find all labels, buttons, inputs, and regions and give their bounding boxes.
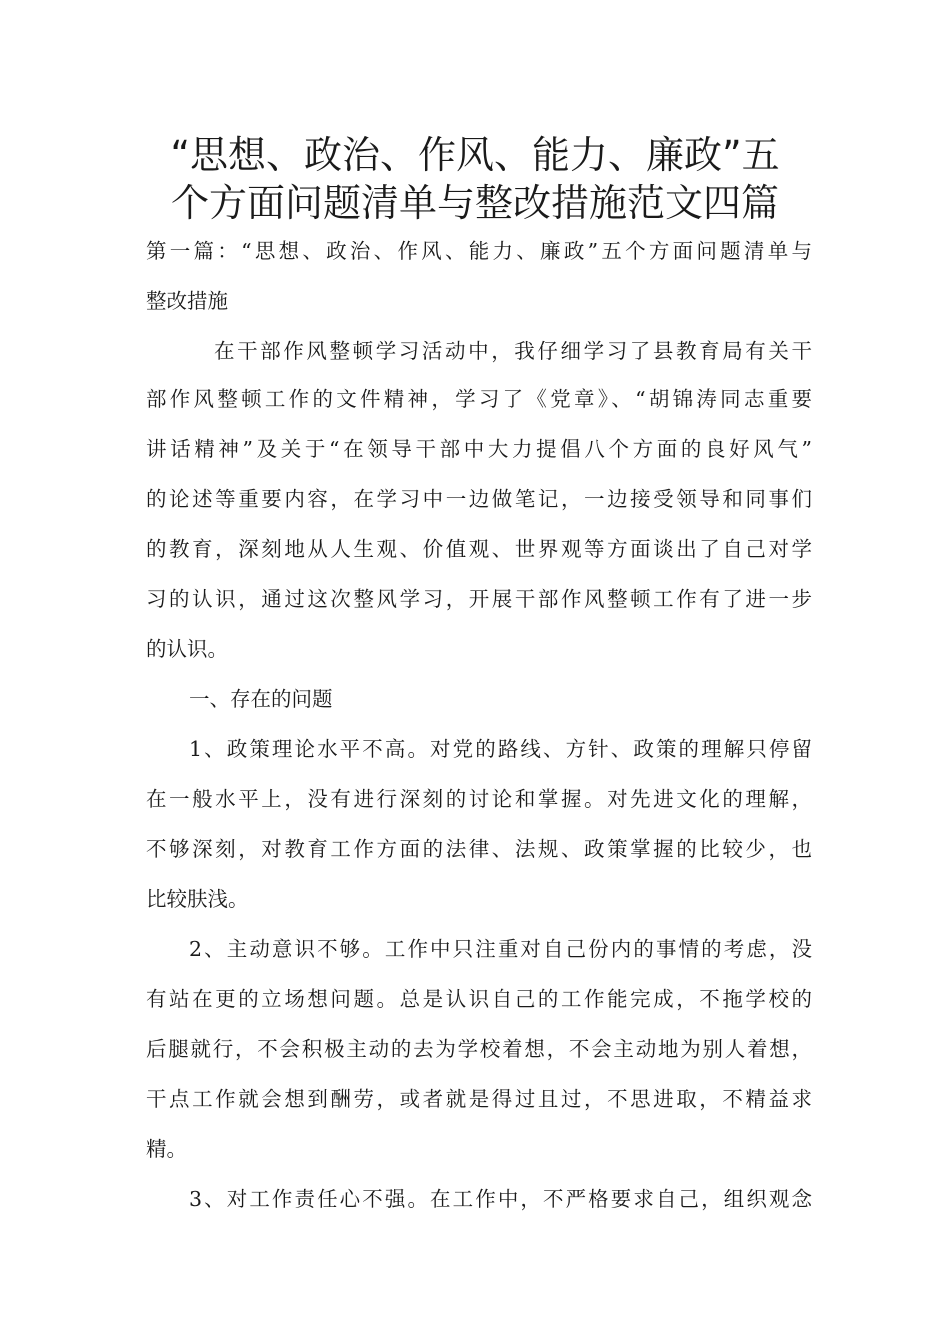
body-line: 在一般水平上，没有进行深刻的讨论和掌握。对先进文化的理解， (146, 787, 812, 811)
body-line: 干点工作就会想到酬劳，或者就是得过且过，不思进取，不精益求 (146, 1087, 812, 1111)
body-line: 在干部作风整顿学习活动中，我仔细学习了县教育局有关干 (214, 339, 812, 363)
body-line: 2、主动意识不够。工作中只注重对自己份内的事情的考虑，没 (189, 937, 812, 961)
body-line: 讲话精神”及关于“在领导干部中大力提倡八个方面的良好风气” (146, 437, 812, 461)
body-line: 后腿就行，不会积极主动的去为学校着想，不会主动地为别人着想， (146, 1037, 812, 1061)
body-line: 第一篇：“思想、政治、作风、能力、廉政”五个方面问题清单与 (146, 239, 812, 263)
body-line: 的论述等重要内容，在学习中一边做笔记，一边接受领导和同事们 (146, 487, 812, 511)
body-line: 有站在更的立场想问题。总是认识自己的工作能完成，不拖学校的 (146, 987, 812, 1011)
body-line: 1、政策理论水平不高。对党的路线、方针、政策的理解只停留 (189, 737, 812, 761)
document-title-line-1: “思想、政治、作风、能力、廉政”五 (170, 133, 780, 177)
body-line: 的教育，深刻地从人生观、价值观、世界观等方面谈出了自己对学 (146, 537, 812, 561)
body-line: 部作风整顿工作的文件精神，学习了《党章》、“胡锦涛同志重要 (146, 387, 812, 411)
body-line: 习的认识，通过这次整风学习，开展干部作风整顿工作有了进一步 (146, 587, 812, 611)
body-line: 3、对工作责任心不强。在工作中，不严格要求自己，组织观念 (189, 1187, 812, 1211)
body-line: 整改措施 (146, 289, 228, 313)
document-title-line-2: 个方面问题清单与整改措施范文四篇 (170, 181, 779, 225)
body-line: 不够深刻，对教育工作方面的法律、法规、政策掌握的比较少，也 (146, 837, 812, 861)
body-line: 精。 (146, 1137, 187, 1161)
body-line: 的认识。 (146, 637, 228, 661)
body-line: 比较肤浅。 (146, 887, 249, 911)
section-heading: 一、存在的问题 (189, 687, 333, 711)
